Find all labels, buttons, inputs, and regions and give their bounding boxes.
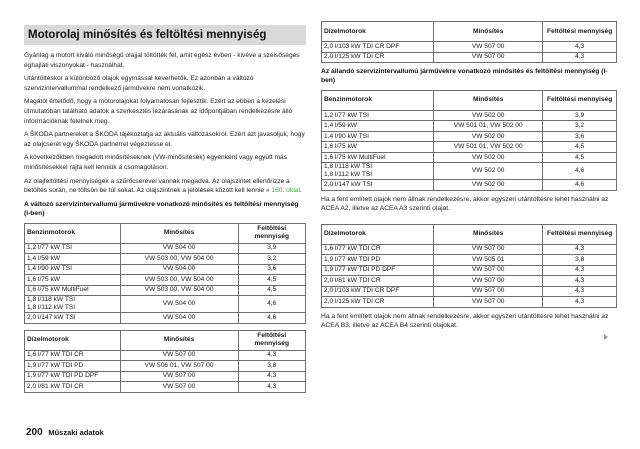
engine-cell: 1,6 l/75 kW xyxy=(322,142,434,153)
capacity-cell: 4,3 xyxy=(543,265,617,276)
approval-header: Minősítés xyxy=(434,22,543,42)
table-row xyxy=(25,371,306,382)
engine-cell: 2,0 l/125 kW TDI CR xyxy=(322,297,434,308)
table-row xyxy=(25,313,306,324)
table-row xyxy=(322,142,617,153)
engine-cell: 1,6 l/77 kW TDI CR xyxy=(25,350,121,361)
variable-diesel-table-wrap xyxy=(24,330,306,393)
variable-petrol-table xyxy=(24,223,306,324)
table-header-row xyxy=(322,90,617,110)
engine-cell: 1,6 l/75 kW MultiFuel xyxy=(25,285,121,296)
engine-cell: 1,8 l/118 kW TSI 1,8 l/112 kW TSI xyxy=(322,163,434,180)
fixed-interval-heading: Az állandó szervizintervallumú járművekre vonatkozó minősítés és feltöltési mennyiség (l-ben) xyxy=(321,68,608,85)
table-row xyxy=(322,297,617,308)
table-row xyxy=(25,243,306,254)
engine-cell: 2,0 l/81 kW TDI CR xyxy=(322,276,434,287)
table-row xyxy=(25,275,306,286)
approval-cell: VW 503 00, VW 504 00 xyxy=(120,275,238,286)
engine-cell: 1,8 l/118 kW TSI 1,8 l/112 kW TSI xyxy=(25,296,121,313)
table-row xyxy=(322,244,617,255)
section-title: Motorolaj minősítés és feltöltési mennyiség xyxy=(24,25,306,45)
engine-header: Dízelmotorok xyxy=(322,22,434,42)
approval-cell: VW 507 00 xyxy=(434,276,543,287)
capacity-cell: 3,8 xyxy=(543,255,617,266)
intro-paragraph: Gyárilag a motort kiváló minőségű olajjal töltötték fel, amit egész évben - kivéve a szélsőséges éghajlati viszonyokat - használhat. xyxy=(24,52,300,69)
table-row xyxy=(25,285,306,296)
engine-cell: 1,6 l/77 kW TDI CR xyxy=(322,244,434,255)
table-row xyxy=(25,254,306,265)
capacity-cell: 4,5 xyxy=(543,152,617,163)
partner-paragraph: A ŠKODA partnereket a ŠKODA tájékoztatja az aktuális változásokról. Ezért azt javasoljuk, hogy az olajcserét egy ŠKODA partnerrel végeztesse el. xyxy=(24,131,305,148)
approval-cell: VW 507 00 xyxy=(434,42,543,53)
approval-cell: VW 504 00 xyxy=(120,264,238,275)
engine-cell: 1,6 l/75 kW xyxy=(25,275,121,286)
approval-paragraph: A következőkben megadott minősítéseknek (VW-minősítések) egyenként vagy együtt más minősítésekkel rajta kell lenniük a csomagoláson. xyxy=(24,154,288,171)
engine-cell: 1,4 l/59 kW xyxy=(322,121,434,132)
page-number: 200 xyxy=(26,427,43,438)
left-column xyxy=(24,21,306,393)
fixed-diesel-table xyxy=(321,224,617,308)
page-reference-link[interactable]: 160. oldal xyxy=(271,187,301,195)
capacity-cell: 4,3 xyxy=(543,52,617,63)
capacity-header: Feltöltési mennyiség xyxy=(543,224,617,244)
next-page-arrow-icon[interactable] xyxy=(604,334,608,340)
table-row xyxy=(25,296,306,313)
capacity-cell: 4,5 xyxy=(238,285,305,296)
capacity-cell: 3,2 xyxy=(238,254,305,265)
capacity-cell: 3,6 xyxy=(238,264,305,275)
table-header-row xyxy=(322,224,617,244)
capacity-header: Feltöltési mennyiség xyxy=(238,223,305,243)
capacity-cell: 3,2 xyxy=(543,121,617,132)
engine-cell: 2,0 l/81 kW TDI CR xyxy=(25,382,121,393)
approval-cell: VW 507 00 xyxy=(120,382,238,393)
approval-cell: VW 502 00 xyxy=(434,152,543,163)
table-row xyxy=(25,382,306,393)
petrol-fallback-note: Ha a fent említett olajok nem állnak rendelkezésre, akkor egyszeri utántöltésre lehet használni az ACEA A2, illetve az ACEA A3 szerinti olajat. xyxy=(321,195,609,213)
filling-text: Az olajfeltöltési mennyiségek a szűrőcserével vannak megadva. Az olajszintet ellenőrizze a betöltés során, ne töltsön be túl sokat. Az olajszintnek a jelölések között kell lennie » xyxy=(24,177,290,195)
engine-cell: 2,0 l/125 kW TDI CR xyxy=(322,52,434,63)
table-row xyxy=(322,163,617,180)
approval-cell: VW 502 00 xyxy=(434,180,543,191)
table-row xyxy=(322,52,617,63)
engine-cell: 2,0 l/103 kW TDI CR DPF xyxy=(322,286,434,297)
mixing-paragraph: Utántöltéskor a különböző olajok egymással keverhetők. Ez azonban a változó szervizintervallummal rendelkező járművekre nem vonatkozik. xyxy=(24,75,254,92)
approval-cell: VW 504 00 xyxy=(120,313,238,324)
variable-diesel-cont-table-wrap xyxy=(321,21,617,63)
capacity-cell: 4,5 xyxy=(238,275,305,286)
engine-cell: 2,0 l/103 kW TDI CR DPF xyxy=(322,42,434,53)
capacity-cell: 3,6 xyxy=(543,131,617,142)
right-column xyxy=(321,21,617,340)
approval-header: Minősítés xyxy=(120,223,238,243)
engine-cell: 1,9 l/77 kW TDI PD xyxy=(322,255,434,266)
approval-header: Minősítés xyxy=(434,224,543,244)
footer-section-title: Műszaki adatok xyxy=(48,428,104,437)
approval-header: Minősítés xyxy=(120,330,238,350)
capacity-cell: 4,6 xyxy=(543,180,617,191)
engine-cell: 1,9 l/77 kW TDI PD DPF xyxy=(322,265,434,276)
approval-cell: VW 503 00, VW 504 00 xyxy=(120,285,238,296)
table-row xyxy=(322,152,617,163)
engine-cell: 2,0 l/147 kW TSI xyxy=(322,180,434,191)
approval-cell: VW 507 00 xyxy=(120,371,238,382)
table-header-row xyxy=(25,223,306,243)
capacity-cell: 4,3 xyxy=(543,244,617,255)
approval-cell: VW 506 01, VW 507 00 xyxy=(120,361,238,372)
engine-cell: 1,4 l/90 kW TSI xyxy=(322,131,434,142)
fixed-petrol-table-wrap xyxy=(321,90,617,191)
capacity-cell: 3,9 xyxy=(543,110,617,121)
capacity-header: Feltöltési mennyiség xyxy=(543,90,617,110)
approval-cell: VW 507 00 xyxy=(434,286,543,297)
table-row xyxy=(322,180,617,191)
approval-cell: VW 504 00 xyxy=(120,243,238,254)
capacity-cell: 4,3 xyxy=(238,371,305,382)
table-row xyxy=(322,42,617,53)
table-header-row xyxy=(25,330,306,350)
approval-header: Minősítés xyxy=(434,90,543,110)
table-row xyxy=(25,350,306,361)
approval-cell: VW 502 00 xyxy=(434,163,543,180)
approval-cell: VW 501 01, VW 502 00 xyxy=(434,121,543,132)
capacity-header: Feltöltési mennyiség xyxy=(238,330,305,350)
approval-cell: VW 503 00, VW 504 00 xyxy=(120,254,238,265)
table-row xyxy=(322,110,617,121)
approval-cell: VW 502 00 xyxy=(434,110,543,121)
fixed-petrol-table xyxy=(321,90,617,191)
engine-header: Benzinmotorok xyxy=(322,90,434,110)
filling-end: . xyxy=(300,187,302,195)
diesel-fallback-note: Ha a fent említett olajok nem állnak rendelkezésre, akkor egyszeri utántöltésre lehet használni az ACEA B3, illetve az ACEA B4 szerinti olajokat. xyxy=(321,312,609,330)
capacity-cell: 4,3 xyxy=(543,276,617,287)
engine-cell: 1,2 l/77 kW TSI xyxy=(25,243,121,254)
capacity-header: Feltöltési mennyiség xyxy=(543,22,617,42)
engine-cell: 1,4 l/90 kW TSI xyxy=(25,264,121,275)
approval-cell: VW 504 00 xyxy=(120,296,238,313)
capacity-cell: 4,6 xyxy=(238,313,305,324)
approval-cell: VW 507 00 xyxy=(434,297,543,308)
table-row xyxy=(25,361,306,372)
approval-cell: VW 507 00 xyxy=(120,350,238,361)
approval-cell: VW 501 01, VW 502 00 xyxy=(434,142,543,153)
approval-cell: VW 502 00 xyxy=(434,131,543,142)
engine-cell: 2,0 l/147 kW TSI xyxy=(25,313,121,324)
capacity-cell: 4,3 xyxy=(543,286,617,297)
engine-header: Dízelmotorok xyxy=(25,330,121,350)
table-row xyxy=(322,255,617,266)
capacity-cell: 4,6 xyxy=(543,163,617,180)
capacity-cell: 4,6 xyxy=(238,296,305,313)
engine-header: Dízelmotorok xyxy=(322,224,434,244)
capacity-cell: 4,3 xyxy=(543,42,617,53)
table-row xyxy=(322,131,617,142)
table-header-row xyxy=(322,22,617,42)
variable-diesel-cont-table xyxy=(321,21,617,63)
variable-diesel-table xyxy=(24,330,306,393)
approval-cell: VW 507 00 xyxy=(434,244,543,255)
engine-cell: 1,9 l/77 kW TDI PD DPF xyxy=(25,371,121,382)
engine-header: Benzinmotorok xyxy=(25,223,121,243)
approval-cell: VW 505 01 xyxy=(434,255,543,266)
variable-interval-heading: A változó szervizintervallumú járművekre vonatkozó minősítés és feltöltési mennyiség (l-ben) xyxy=(24,200,299,218)
engine-cell: 1,6 l/75 kW MultiFuel xyxy=(322,152,434,163)
table-row xyxy=(322,286,617,297)
capacity-cell: 3,9 xyxy=(238,243,305,254)
approval-cell: VW 507 00 xyxy=(434,265,543,276)
approval-cell: VW 507 00 xyxy=(434,52,543,63)
capacity-cell: 4,3 xyxy=(238,350,305,361)
capacity-cell: 3,8 xyxy=(238,361,305,372)
capacity-cell: 4,3 xyxy=(238,382,305,393)
filling-paragraph xyxy=(24,177,306,196)
capacity-cell: 4,3 xyxy=(543,297,617,308)
table-row xyxy=(322,276,617,287)
engine-cell: 1,4 l/59 kW xyxy=(25,254,121,265)
table-row xyxy=(25,264,306,275)
development-paragraph: Magától értetődő, hogy a motorolajokat folyamatosan fejlesztik. Ezért az ebben a kezelési útmutatóban található adatok a szerkesztés lezárásának az időpontjában rendelkezésre álló információknak felelnek meg. xyxy=(24,98,293,125)
table-row xyxy=(322,265,617,276)
variable-petrol-table-wrap xyxy=(24,223,306,324)
table-row xyxy=(322,121,617,132)
engine-cell: 1,2 l/77 kW TSI xyxy=(322,110,434,121)
capacity-cell: 4,5 xyxy=(543,142,617,153)
engine-cell: 1,9 l/77 kW TDI PD xyxy=(25,361,121,372)
page-footer xyxy=(26,427,104,438)
fixed-diesel-table-wrap xyxy=(321,224,617,308)
